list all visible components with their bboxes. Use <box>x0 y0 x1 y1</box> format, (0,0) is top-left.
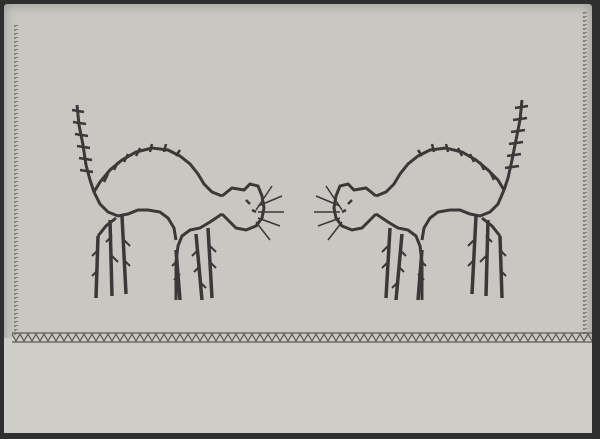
right-hemstitch-border <box>584 12 586 336</box>
cat-right-back-legs <box>472 216 502 298</box>
cat-left <box>72 105 284 300</box>
cat-left-back <box>94 148 222 196</box>
left-hemstitch-border <box>15 25 17 336</box>
cat-left-back-legs <box>96 216 126 298</box>
horizontal-hemstitch-band <box>12 333 592 342</box>
cat-right-back <box>376 148 504 196</box>
cat-right <box>314 100 528 300</box>
cat-right-tail <box>504 100 522 190</box>
